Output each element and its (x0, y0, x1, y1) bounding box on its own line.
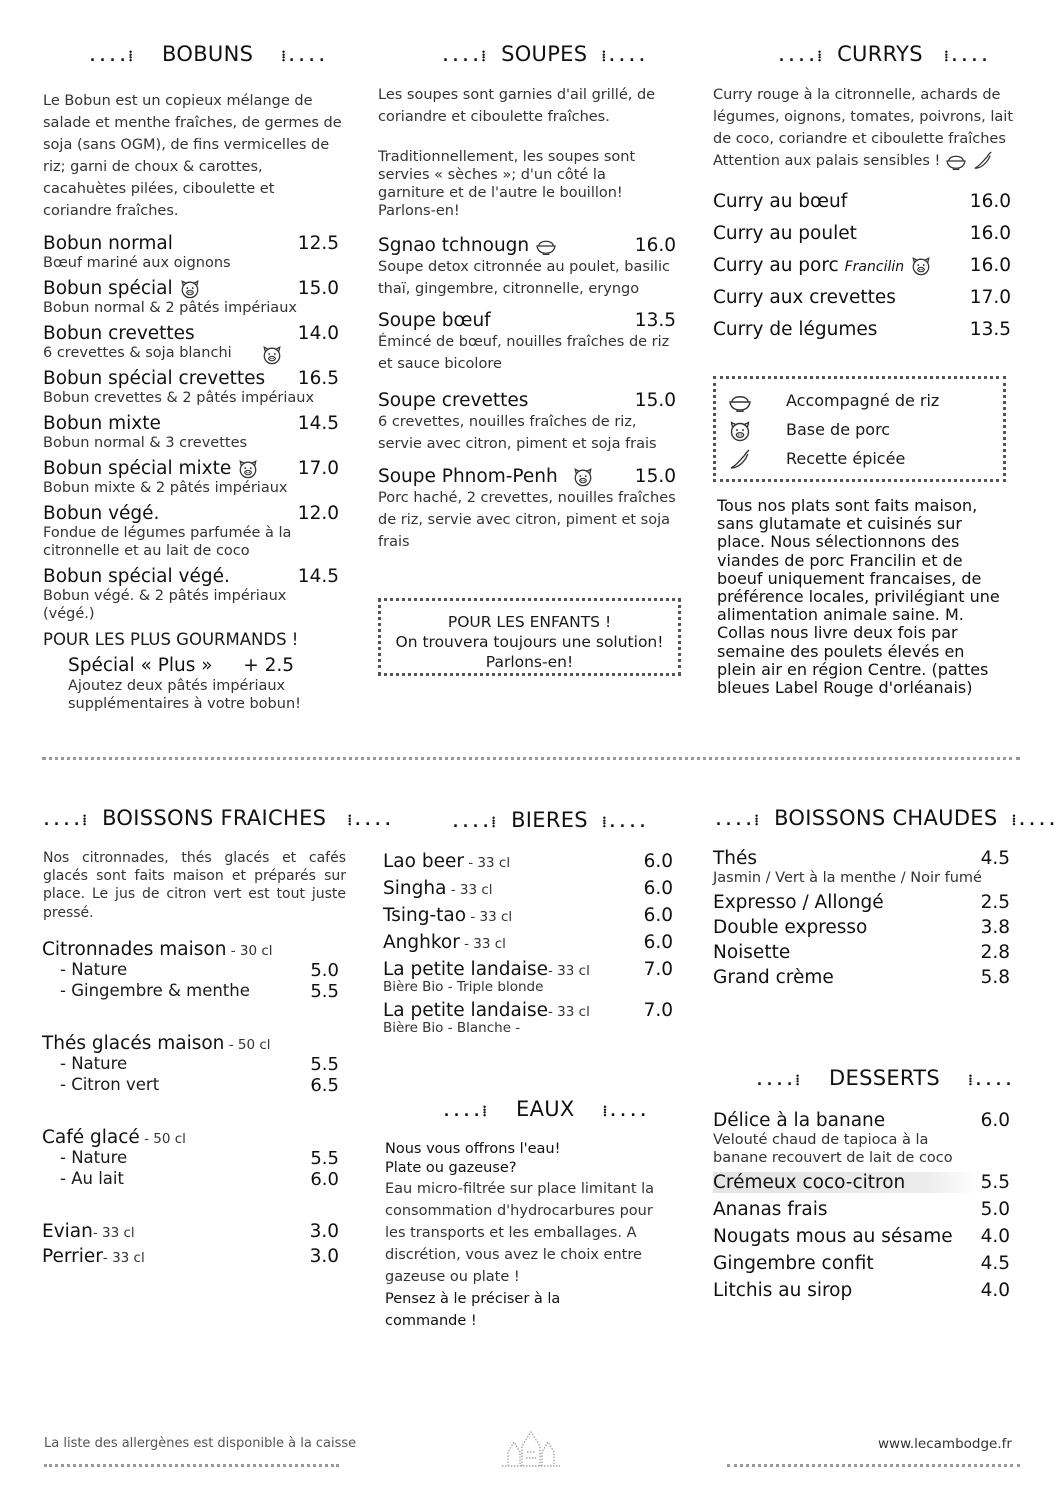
pig-icon (910, 256, 932, 276)
menu-item (43, 458, 339, 503)
item-desc: Bobun normal & 2 pâtés impériaux (43, 300, 297, 316)
option-price: 6.5 (310, 1075, 339, 1096)
boissons-fraiches-header (42, 806, 393, 830)
item-size: - 33 cl (459, 936, 506, 952)
item-name: Double expresso (713, 917, 868, 938)
boissons-chaudes-title: BOISSONS CHAUDES (774, 806, 998, 830)
item-price: 5.5 (980, 1172, 1010, 1193)
item-price: 16.0 (634, 235, 676, 256)
drink-group (42, 1033, 339, 1127)
menu-item (713, 967, 1010, 992)
menu-item (713, 191, 1011, 223)
soupes-intro: Les soupes sont garnies d'ail grillé, de coriandre et ciboulette fraîches. (378, 87, 656, 125)
item-name: Soupe crevettes (378, 390, 529, 411)
menu-item (713, 287, 1011, 319)
website-link[interactable]: www.lecambodge.fr (878, 1436, 1012, 1452)
group-size: - 50 cl (224, 1037, 271, 1053)
ornament-right: ⁞.... (281, 47, 328, 65)
item-name: Soupe Phnom-Penh (378, 466, 558, 487)
bobuns-intro: Le Bobun est un copieux mélange de salade et menthe fraîches, de germes de soja (sans OGM), de fins vermicelles de riz; garni de choux & carottes, cacahuètes pilées, ciboulette et coriandre fraîches. (43, 93, 342, 219)
footer-divider-left (44, 1464, 339, 1467)
item-price: 6.0 (643, 878, 673, 899)
item-name: Bobun mixte (43, 413, 161, 434)
item-price: 3.0 (309, 1221, 339, 1242)
eaux-header (442, 1097, 649, 1121)
option-label: - Nature (60, 1054, 128, 1073)
menu-item (713, 942, 1010, 967)
chili-icon (972, 151, 994, 171)
item-desc: Fondue de légumes parfumée à la citronnelle et au lait de coco (43, 525, 292, 559)
item-price: 2.8 (980, 942, 1010, 963)
ornament-right: ⁞.... (347, 811, 394, 829)
item-price: 16.0 (969, 191, 1011, 212)
menu-item (713, 1280, 1010, 1307)
legend-item (728, 420, 752, 442)
item-size: - 33 cl (446, 882, 493, 898)
item-price: 12.5 (297, 233, 339, 254)
menu-item (43, 278, 339, 323)
ornament-right: ⁞.... (601, 47, 648, 65)
currys-title: CURRYS (837, 42, 923, 66)
item-desc: Bœuf mariné aux oignons (43, 255, 231, 271)
item-size: - 33 cl (463, 855, 511, 871)
drink-option (60, 960, 339, 979)
item-name: La petite landaise (383, 1000, 549, 1021)
item-name: Lao beer (383, 851, 464, 872)
item-price: 2.5 (980, 892, 1010, 913)
kids-box (378, 598, 681, 676)
option-label: - Citron vert (60, 1075, 160, 1094)
menu-item (43, 323, 339, 368)
ornament-left: ....⁞ (451, 813, 498, 831)
item-price: 14.5 (297, 413, 339, 434)
section-divider (42, 757, 1020, 760)
item-name: Perrier (42, 1246, 103, 1267)
menu-item (713, 319, 1011, 351)
special-plus-item (68, 655, 294, 676)
currys-header (777, 42, 990, 66)
group-size: - 50 cl (139, 1131, 186, 1147)
menu-item (43, 233, 339, 278)
item-price: 5.0 (980, 1199, 1010, 1220)
beer-item (383, 878, 673, 905)
option-label: - Gingembre & menthe (60, 981, 250, 1000)
item-name: Bobun spécial (43, 278, 173, 299)
item-name: Crémeux coco-citron (713, 1172, 978, 1193)
desserts-title: DESSERTS (829, 1066, 941, 1090)
drink-group (42, 939, 339, 1033)
item-price: 14.5 (297, 566, 339, 587)
bobuns-header (88, 42, 327, 66)
item-name: Bobun normal (43, 233, 173, 254)
group-name: Citronnades maison (42, 939, 227, 960)
item-desc: Bobun végé. & 2 pâtés impériaux (végé.) (43, 588, 287, 622)
item-origin: Francilin (844, 259, 905, 275)
rice-bowl-icon (945, 152, 967, 170)
item-desc: Porc haché, 2 crevettes, nouilles fraîches de riz, servie avec citron, piment et soja frais (378, 490, 676, 550)
desserts-header (755, 1066, 1014, 1090)
item-name: Curry au poulet (713, 223, 857, 244)
item-name: Expresso / Allongé (713, 892, 884, 913)
item-name: Curry aux crevettes (713, 287, 896, 308)
menu-item (713, 892, 1010, 917)
item-price: 17.0 (969, 287, 1011, 308)
eaux-line: Nous vous offrons l'eau! (385, 1141, 561, 1157)
item-name: Bobun spécial crevettes (43, 368, 266, 389)
currys-warning: Attention aux palais sensibles ! (713, 153, 941, 169)
item-name: Ananas frais (713, 1199, 828, 1220)
item-price: 13.5 (634, 310, 676, 331)
water-item (42, 1221, 339, 1246)
item-price: 4.0 (980, 1280, 1010, 1301)
ornament-left: ....⁞ (441, 47, 488, 65)
item-desc: Bière Bio - Triple blonde (383, 979, 544, 995)
boissons-fraiches-intro: Nos citronnades, thés glacés et cafés glacés sont faits maison et préparés sur place. Le jus de citron vert est tout juste pressé. (43, 850, 346, 921)
ornament-right: ⁞.... (943, 47, 990, 65)
item-price: 6.0 (980, 1110, 1010, 1131)
boissons-fraiches-title: BOISSONS FRAICHES (102, 806, 327, 830)
menu-item (713, 255, 1011, 287)
currys-intro: Curry rouge à la citronnelle, achards de légumes, oignons, tomates, poivrons, lait de coco, coriandre et ciboulette fraîches (713, 87, 1014, 147)
item-name: La petite landaise (383, 959, 549, 980)
item-price: 13.5 (969, 319, 1011, 340)
ornament-left: ....⁞ (755, 1071, 802, 1089)
beer-item (383, 932, 673, 959)
soupes-list (378, 235, 676, 566)
special-plus-desc: Ajoutez deux pâtés impériaux supplémentaires à votre bobun! (68, 678, 301, 712)
menu-item (378, 235, 676, 310)
pig-icon (237, 459, 259, 479)
item-name: Délice à la banane (713, 1110, 886, 1131)
legend-item (728, 449, 752, 471)
menu-item (378, 466, 676, 566)
item-desc: Bière Bio - Blanche - (383, 1020, 521, 1036)
item-price: 15.0 (634, 466, 676, 487)
kids-title: POUR LES ENFANTS ! (447, 613, 612, 631)
item-price: 4.0 (980, 1226, 1010, 1247)
temple-logo-icon (500, 1430, 562, 1468)
item-name: Thés (713, 848, 758, 869)
bobuns-title: BOBUNS (162, 42, 254, 66)
bieres-title: BIERES (511, 808, 588, 832)
item-desc: Émincé de bœuf, nouilles fraîches de riz et sauce bicolore (378, 334, 670, 372)
option-price: 5.5 (310, 981, 339, 1002)
about-text: Tous nos plats sont faits maison, sans glutamate et cuisinés sur place. Nous sélectionnons des viandes de porc Francilin et de boeuf uniquement francaises, de préférence locales, privilégiant une alimentation animale saine. M. Collas nous livre deux fois par semaine des poulets élevés en plein air en région Centre. (pattes bleues Label Rouge d'orléanais) (717, 496, 1000, 698)
item-size: - 33 cl (466, 909, 513, 925)
item-price: 4.5 (980, 848, 1010, 869)
menu-item (378, 390, 676, 466)
group-size: - 30 cl (226, 943, 273, 959)
menu-item (713, 848, 1010, 892)
item-desc: Bobun mixte & 2 pâtés impériaux (43, 480, 288, 496)
item-price: 3.8 (980, 917, 1010, 938)
item-name: Spécial « Plus » (68, 655, 213, 676)
item-name: Anghkor (383, 932, 460, 953)
ornament-right: ⁞.... (1011, 811, 1058, 829)
item-price: 5.8 (980, 967, 1010, 988)
item-name: Litchis au sirop (713, 1280, 853, 1301)
menu-item (43, 503, 339, 566)
kids-line: On trouvera toujours une solution! (395, 633, 664, 651)
menu-item (713, 1226, 1010, 1253)
item-name: Curry au bœuf (713, 191, 848, 212)
soupes-title: SOUPES (501, 42, 588, 66)
drink-option (60, 1075, 339, 1094)
soupes-note: Traditionnellement, les soupes sont servies « sèches »; d'un côté la garniture et de l'autre le bouillon! Parlons-en! (378, 149, 636, 219)
option-price: 6.0 (310, 1169, 339, 1190)
ornament-left: ....⁞ (442, 1102, 489, 1120)
ornament-left: ....⁞ (42, 811, 89, 829)
option-label: - Nature (60, 960, 128, 979)
bieres-header (451, 808, 648, 832)
drink-option (60, 1148, 339, 1167)
menu-item (378, 310, 676, 390)
water-item (42, 1246, 339, 1271)
item-price: 6.0 (643, 932, 673, 953)
option-label: - Au lait (60, 1169, 124, 1188)
item-price: 12.0 (297, 503, 339, 524)
boissons-chaudes-list (713, 848, 1010, 992)
item-name: Soupe bœuf (378, 310, 491, 331)
currys-intro-block (713, 84, 1018, 172)
soupes-header (441, 42, 647, 66)
item-price: 16.0 (969, 255, 1011, 276)
item-size: - 33 cl (92, 1225, 135, 1241)
item-desc: Bobun crevettes & 2 pâtés impériaux (43, 390, 315, 406)
bobuns-list (43, 233, 339, 622)
item-price: + 2.5 (243, 655, 294, 676)
item-desc: 6 crevettes & soja blanchi (43, 345, 232, 361)
item-price: 15.0 (634, 390, 676, 411)
menu-item (43, 413, 339, 458)
item-name: Singha (383, 878, 447, 899)
option-price: 5.0 (310, 960, 339, 981)
menu-item (713, 223, 1011, 255)
rice-bowl-icon (535, 237, 557, 255)
item-price: 7.0 (643, 1000, 673, 1021)
menu-item (43, 368, 339, 413)
item-price: 4.5 (980, 1253, 1010, 1274)
ornament-right: ⁞.... (967, 1071, 1015, 1089)
beer-item (383, 851, 673, 878)
item-name: Bobun végé. (43, 503, 160, 524)
item-name: Curry de légumes (713, 319, 878, 340)
item-name: Grand crème (713, 967, 834, 988)
group-name: Café glacé (42, 1127, 140, 1148)
item-name: Noisette (713, 942, 791, 963)
item-desc: Velouté chaud de tapioca à la banane recouvert de lait de coco (713, 1132, 953, 1166)
menu-item (713, 1253, 1010, 1280)
pig-icon (179, 279, 201, 299)
eaux-line: Pensez à le préciser à la commande ! (385, 1291, 561, 1329)
legend-label: Recette épicée (786, 449, 906, 468)
legend-label: Base de porc (786, 420, 891, 439)
item-size: - 33 cl (548, 963, 590, 979)
ornament-left: ....⁞ (777, 47, 824, 65)
pig-icon (572, 467, 594, 487)
item-name: Bobun spécial végé. (43, 566, 230, 587)
drink-group (42, 1127, 339, 1221)
item-desc: Bobun normal & 3 crevettes (43, 435, 248, 451)
item-price: 7.0 (643, 959, 673, 980)
beer-item (383, 1000, 673, 1041)
menu-item (713, 1199, 1010, 1226)
item-price: 3.0 (309, 1246, 339, 1267)
item-name: Curry au porc (713, 255, 839, 276)
eaux-title: EAUX (516, 1097, 575, 1121)
legend-label: Accompagné de riz (786, 391, 940, 410)
item-size: - 33 cl (548, 1004, 590, 1020)
item-name: Bobun spécial mixte (43, 458, 232, 479)
chili-icon (728, 449, 752, 471)
drink-option (60, 981, 339, 1000)
item-name: Evian (42, 1221, 93, 1242)
legend-item (728, 391, 752, 412)
item-price: 16.5 (297, 368, 339, 389)
menu-item (713, 1110, 1010, 1172)
ornament-left: ....⁞ (714, 811, 761, 829)
menu-item (43, 566, 339, 622)
eaux-line: Plate ou gazeuse? (385, 1160, 517, 1176)
item-price: 17.0 (297, 458, 339, 479)
item-name: Sgnao tchnougn (378, 235, 530, 256)
drink-option (60, 1054, 339, 1073)
beer-item (383, 905, 673, 932)
allergens-note: La liste des allergènes est disponible à la caisse (44, 1436, 357, 1451)
currys-list (713, 191, 1011, 351)
item-name: Bobun crevettes (43, 323, 195, 344)
pig-icon (728, 420, 752, 442)
bieres-list (383, 851, 673, 1041)
footer-divider-right (727, 1464, 1020, 1467)
option-price: 5.5 (310, 1054, 339, 1075)
item-price: 16.0 (969, 223, 1011, 244)
gourmands-title: POUR LES PLUS GOURMANDS ! (43, 630, 299, 649)
item-name: Nougats mous au sésame (713, 1226, 953, 1247)
desserts-list (713, 1110, 1010, 1307)
eaux-text (385, 1140, 673, 1332)
group-name: Thés glacés maison (42, 1033, 225, 1054)
item-name: Gingembre confit (713, 1253, 874, 1274)
option-label: - Nature (60, 1148, 128, 1167)
item-price: 15.0 (297, 278, 339, 299)
ornament-left: ....⁞ (88, 47, 135, 65)
drink-option (60, 1169, 339, 1188)
boissons-fraiches-list (42, 939, 339, 1271)
beer-item (383, 959, 673, 1000)
menu-item (713, 1172, 1010, 1199)
eaux-body: Eau micro-filtrée sur place limitant la consommation d'hydrocarbures pour les transports et les emballages. A discrétion, vous avez le choix entre gazeuse ou plate ! (385, 1181, 655, 1285)
kids-line: Parlons-en! (485, 653, 574, 671)
item-price: 6.0 (643, 851, 673, 872)
item-desc: 6 crevettes, nouilles fraîches de riz, servie avec citron, piment et soja frais (378, 414, 657, 452)
item-price: 6.0 (643, 905, 673, 926)
item-desc: Soupe detox citronnée au poulet, basilic thaï, gingembre, citronnelle, eryngo (378, 259, 670, 297)
legend-box (713, 376, 1006, 482)
item-price: 14.0 (297, 323, 339, 344)
ornament-right: ⁞.... (601, 813, 649, 831)
item-desc: Jasmin / Vert à la menthe / Noir fumé (713, 870, 982, 886)
boissons-chaudes-header (714, 806, 1058, 830)
item-name: Tsing-tao (383, 905, 467, 926)
ornament-right: ⁞.... (602, 1102, 649, 1120)
rice-bowl-icon (728, 392, 752, 412)
pig-icon (261, 345, 283, 365)
menu-item (713, 917, 1010, 942)
option-price: 5.5 (310, 1148, 339, 1169)
item-size: - 33 cl (102, 1250, 145, 1266)
